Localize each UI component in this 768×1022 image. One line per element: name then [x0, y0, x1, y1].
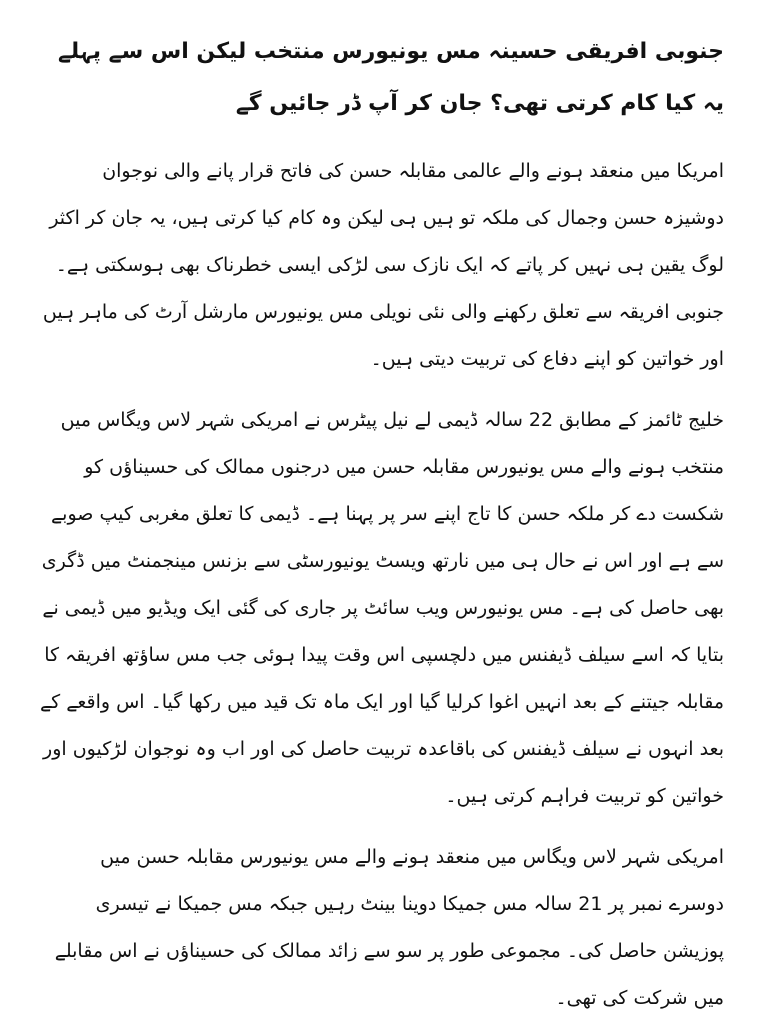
article-title: جنوبی افریقی حسینہ مس یونیورس منتخب لیکن اس سے پہلے یہ کیا کام کرتی تھی؟ جان کر آپ ڈر جائیں گے	[58, 39, 724, 116]
article-paragraph-1: امریکا میں منعقد ہونے والے عالمی مقابلہ حسن کی فاتح قرار پانے والی نوجوان دوشیزہ حسن وجمال کی ملکہ تو ہیں ہی لیکن وہ کام کیا کرتی ہیں، یہ جان کر اکثر لوگ یقین ہی نہیں کر پاتے کہ ایک نازک سی لڑکی ایسی خطرناک بھی ہوسکتی ہے۔ جنوبی افریقہ سے تعلق رکھنے والی نئی نویلی مس یونیورس مارشل آرٹ کی ماہر ہیں اور خواتین کو اپنے دفاع کی تربیت دیتی ہیں۔	[42, 160, 724, 370]
article-paragraph-2: خلیج ٹائمز کے مطابق 22 سالہ ڈیمی لے نیل پیٹرس نے امریکی شہر لاس ویگاس میں منتخب ہونے والے مس یونیورس مقابلہ حسن میں درجنوں ممالک کی حسیناؤں کو شکست دے کر ملکہ حسن کا تاج اپنے سر پر پہنا ہے۔ ڈیمی کا تعلق مغربی کیپ صوبے سے ہے اور اس نے حال ہی میں نارتھ ویسٹ یونیورسٹی سے بزنس مینجمنٹ میں ڈگری بھی حاصل کی ہے۔ مس یونیورس ویب سائٹ پر جاری کی گئی ایک ویڈیو میں ڈیمی نے بتایا کہ اسے سیلف ڈیفنس میں دلچسپی اس وقت پیدا ہوئی جب مس ساؤتھ افریقہ کا مقابلہ جیتنے کے بعد انہیں اغوا کرلیا گیا اور ایک ماہ تک قید میں رکھا گیا۔ اس واقعے کے بعد انہوں نے سیلف ڈیفنس کی باقاعدہ تربیت حاصل کی اور اب وہ نوجوان لڑکیوں اور خواتین کو تربیت فراہم کرتی ہیں۔	[39, 409, 724, 807]
article-paragraph-3: امریکی شہر لاس ویگاس میں منعقد ہونے والے مس یونیورس مقابلہ حسن میں دوسرے نمبر پر 21 سالہ مس جمیکا دوینا بینٹ رہیں جبکہ مس جمیکا نے تیسری پوزیشن حاصل کی۔ مجموعی طور پر سو سے زائد ممالک کی حسیناؤں نے اس مقابلے میں شرکت کی تھی۔	[54, 846, 724, 1009]
